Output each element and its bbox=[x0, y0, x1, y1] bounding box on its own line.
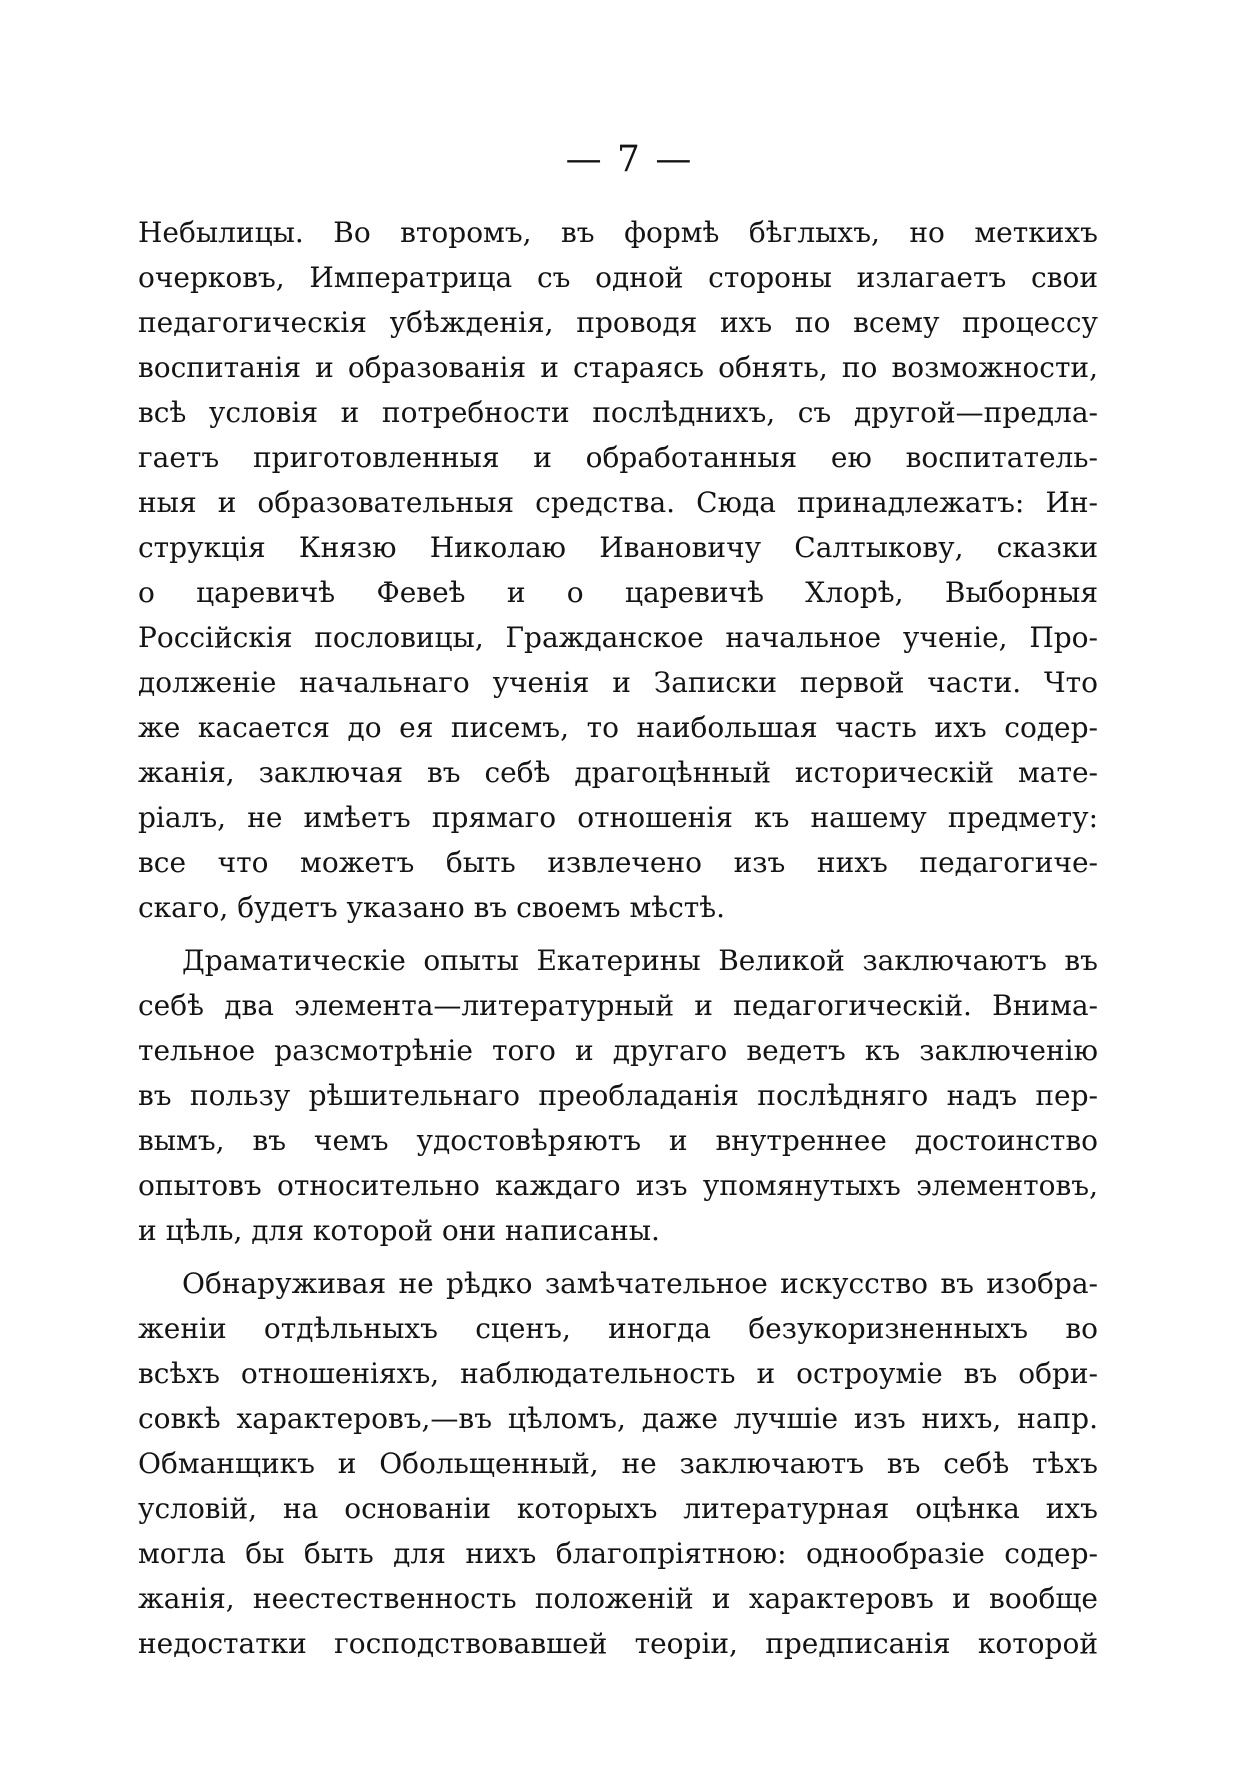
text-line: Обнаруживая не рѣдко замѣчательное искусство въ изобра- bbox=[182, 1267, 1098, 1300]
text-line: долженіе начальнаго ученія и Записки первой части. Что bbox=[138, 666, 1098, 699]
text-line: тельное разсмотрѣніе того и другаго ведетъ къ заключенію bbox=[138, 1034, 1098, 1067]
page-number: — 7 — bbox=[565, 139, 694, 180]
text-line: о царевичѣ Февеѣ и о царевичѣ Хлорѣ, Выборныя bbox=[138, 576, 1098, 609]
text-line: скаго, будетъ указано въ своемъ мѣстѣ. bbox=[138, 891, 726, 924]
paragraph-3 bbox=[138, 1261, 1098, 1666]
text-line: же касается до ея писемъ, то наибольшая часть ихъ содер- bbox=[138, 711, 1098, 744]
text-line: гаетъ приготовленныя и обработанныя ею воспитатель- bbox=[138, 441, 1098, 474]
text-line: ріалъ, не имѣетъ прямаго отношенія къ нашему предмету: bbox=[138, 801, 1098, 834]
text-line: условій, на основаніи которыхъ литературная оцѣнка ихъ bbox=[138, 1492, 1098, 1525]
text-line: все что можетъ быть извлечено изъ нихъ педагогиче- bbox=[138, 846, 1098, 879]
text-line: воспитанія и образованія и стараясь обнять, по возможности, bbox=[138, 351, 1098, 384]
text-line: всѣхъ отношеніяхъ, наблюдательность и остроуміе въ обри- bbox=[138, 1357, 1098, 1390]
text-line: и цѣль, для которой они написаны. bbox=[138, 1214, 660, 1247]
text-line: въ пользу рѣшительнаго преобладанія послѣдняго надъ пер- bbox=[138, 1079, 1098, 1112]
body-text bbox=[138, 210, 1098, 1666]
text-line: струкція Князю Николаю Ивановичу Салтыкову, сказки bbox=[138, 531, 1098, 564]
text-line: Драматическіе опыты Екатерины Великой заключаютъ въ bbox=[182, 944, 1098, 977]
text-line: женіи отдѣльныхъ сценъ, иногда безукоризненныхъ во bbox=[138, 1312, 1098, 1345]
text-line: могла бы быть для нихъ благопріятною: однообразіе содер- bbox=[138, 1537, 1098, 1570]
text-line: вымъ, въ чемъ удостовѣряютъ и внутреннее достоинство bbox=[138, 1124, 1098, 1157]
text-line: жанія, неестественность положеній и характеровъ и вообще bbox=[138, 1582, 1098, 1615]
paragraph-2 bbox=[138, 938, 1098, 1253]
text-line: педагогическія убѣжденія, проводя ихъ по всему процессу bbox=[138, 306, 1098, 339]
text-line: Обманщикъ и Обольщенный, не заключаютъ въ себѣ тѣхъ bbox=[138, 1447, 1098, 1480]
text-line: всѣ условія и потребности послѣднихъ, съ другой—предла- bbox=[138, 396, 1098, 429]
text-line: опытовъ относительно каждаго изъ упомянутыхъ элементовъ, bbox=[138, 1169, 1098, 1202]
text-line: себѣ два элемента—литературный и педагогическій. Внима- bbox=[138, 989, 1098, 1022]
text-line: очерковъ, Императрица съ одной стороны излагаетъ свои bbox=[138, 261, 1098, 294]
text-line: ныя и образовательныя средства. Сюда принадлежатъ: Ин- bbox=[138, 486, 1098, 519]
text-line: жанія, заключая въ себѣ драгоцѣнный историческій мате- bbox=[138, 756, 1098, 789]
text-line: Россійскія пословицы, Гражданское начальное ученіе, Про- bbox=[138, 621, 1098, 654]
text-line: совкѣ характеровъ,—въ цѣломъ, даже лучшіе изъ нихъ, напр. bbox=[138, 1402, 1098, 1435]
text-line: Небылицы. Во второмъ, въ формѣ бѣглыхъ, но меткихъ bbox=[138, 216, 1098, 249]
paragraph-1 bbox=[138, 210, 1098, 930]
text-line: недостатки господствовавшей теоріи, предписанія которой bbox=[138, 1627, 1098, 1660]
